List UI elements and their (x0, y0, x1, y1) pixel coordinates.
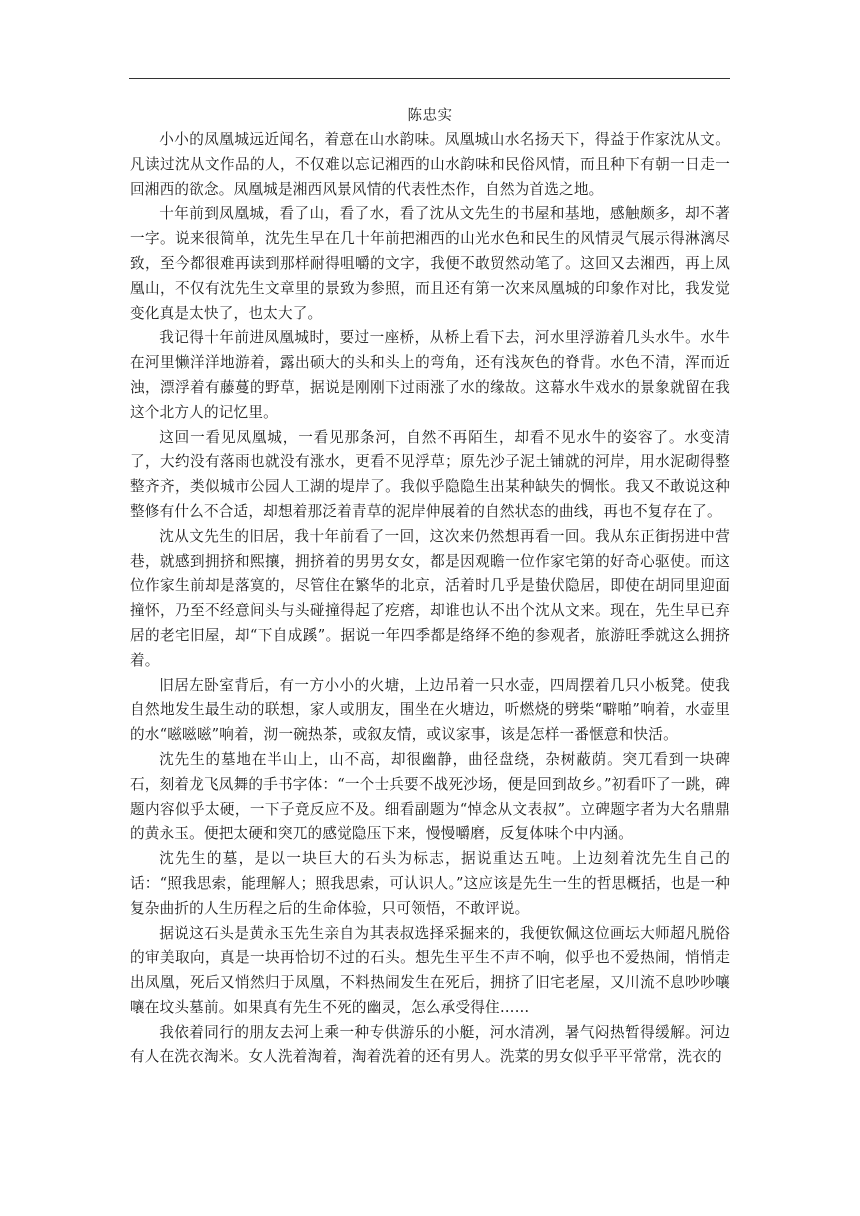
header-rule (129, 78, 730, 79)
paragraph-6: 旧居左卧室背后，有一方小小的火塘，上边吊着一只水壶，四周摆着几只小板凳。使我自然地发生最生动的联想，家人或朋友，围坐在火塘边，听燃烧的劈柴“噼啪”响着，水壶里的水“嗞嗞嗞”响着，沏一碗热茶，或叙友情，或议家事，该是怎样一番惬意和快活。 (130, 676, 730, 744)
author-name: 陈忠实 (407, 108, 453, 124)
paragraph-7: 沈先生的墓地在半山上，山不高，却很幽静，曲径盘绕，杂树蔽荫。突兀看到一块碑石，刻着龙飞凤舞的手书字体：“一个士兵要不战死沙场，便是回到故乡。”初看吓了一跳，碑题内容似乎太硬，一下子竟反应不及。细看副题为“悼念从文表叔”。立碑题字者为大名鼎鼎的黄永玉。便把太硬和突兀的感觉隐压下来，慢慢嚼磨，反复体味个中内涵。 (130, 750, 730, 843)
paragraph-1: 小小的凤凰城远近闻名，着意在山水韵味。凤凰城山水名扬天下，得益于作家沈从文。凡读过沈从文作品的人，不仅难以忘记湘西的山水韵味和民俗风情，而且种下有朝一日走一回湘西的欲念。凤凰城是湘西风景风情的代表性杰作，自然为首选之地。 (130, 131, 730, 198)
paragraph-3: 我记得十年前进凤凰城时，要过一座桥，从桥上看下去，河水里浮游着几头水牛。水牛在河里懒洋洋地游着，露出硕大的头和头上的弯角，还有浅灰色的脊背。水色不清，浑而近浊，漂浮着有藤蔓的野草，据说是刚刚下过雨涨了水的缘故。这幕水牛戏水的景象就留在我这个北方人的记忆里。 (130, 329, 730, 421)
paragraph-5: 沈从文先生的旧居，我十年前看了一回，这次来仍然想再看一回。我从东正街拐进中营巷，就感到拥挤和熙攘，拥挤着的男男女女，都是因观瞻一位作家宅第的好奇心驱使。而这位作家生前却是落寞的，尽管住在繁华的北京，活着时几乎是蛰伏隐居，即使在胡同里迎面撞怀，乃至不经意间头与头碰撞得起了疙瘩，却谁也认不出个沈从文来。现在，先生早已弃居的老宅旧屋，却“下自成蹊”。据说一年四季都是络绎不绝的参观者，旅游旺季就这么拥挤着。 (130, 527, 730, 669)
paragraph-8: 沈先生的墓，是以一块巨大的石头为标志，据说重达五吨。上边刻着沈先生自己的话：“照我思索，能理解人；照我思索，可认识人。”这应该是先生一生的哲思概括，也是一种复杂曲折的人生历程之后的生命体验，只可领悟，不敢评说。 (130, 850, 730, 917)
paragraph-10: 我依着同行的朋友去河上乘一种专供游乐的小艇，河水清冽，暑气闷热暂得缓解。河边有人在洗衣淘米。女人洗着淘着，淘着洗着的还有男人。洗菜的男女似乎平平常常，洗衣的 (130, 1023, 730, 1066)
paragraph-4: 这回一看见凤凰城，一看见那条河，自然不再陌生，却看不见水牛的姿容了。水变清了，大约没有落雨也就没有涨水，更看不见浮草；原先沙子泥土铺就的河岸，用水泥砌得整整齐齐，类似城市公园人工湖的堤岸了。我似乎隐隐生出某种缺失的惆怅。我又不敢说这种整修有什么不合适，却想着那泛着青草的泥岸伸展着的自然状态的曲线，再也不复存在了。 (130, 428, 730, 520)
article-body (130, 104, 730, 1070)
paragraph-2: 十年前到凤凰城，看了山，看了水，看了沈从文先生的书屋和基地，感触颇多，却不著一字。说来很简单，沈先生早在几十年前把湘西的山光水色和民生的风情灵气展示得淋漓尽致，至今都很难再读到那样耐得咀嚼的文字，我便不敢贸然动笔了。这回又去湘西，再上凤凰山，不仅有沈先生文章里的景致为参照，而且还有第一次来凤凰城的印象作对比，我发觉变化真是太快了，也太大了。 (130, 205, 730, 322)
paragraph-9: 据说这石头是黄永玉先生亲自为其表叔选择采掘来的，我便钦佩这位画坛大师超凡脱俗的审美取向，真是一块再恰切不过的石头。想先生平生不声不响，似乎也不爱热闹，悄悄走出凤凰，死后又悄然归于凤凰，不料热闹发生在死后，拥挤了旧宅老屋，又川流不息吵吵嚷嚷在坟头墓前。如果真有先生不死的幽灵，怎么承受得住…… (130, 924, 730, 1016)
